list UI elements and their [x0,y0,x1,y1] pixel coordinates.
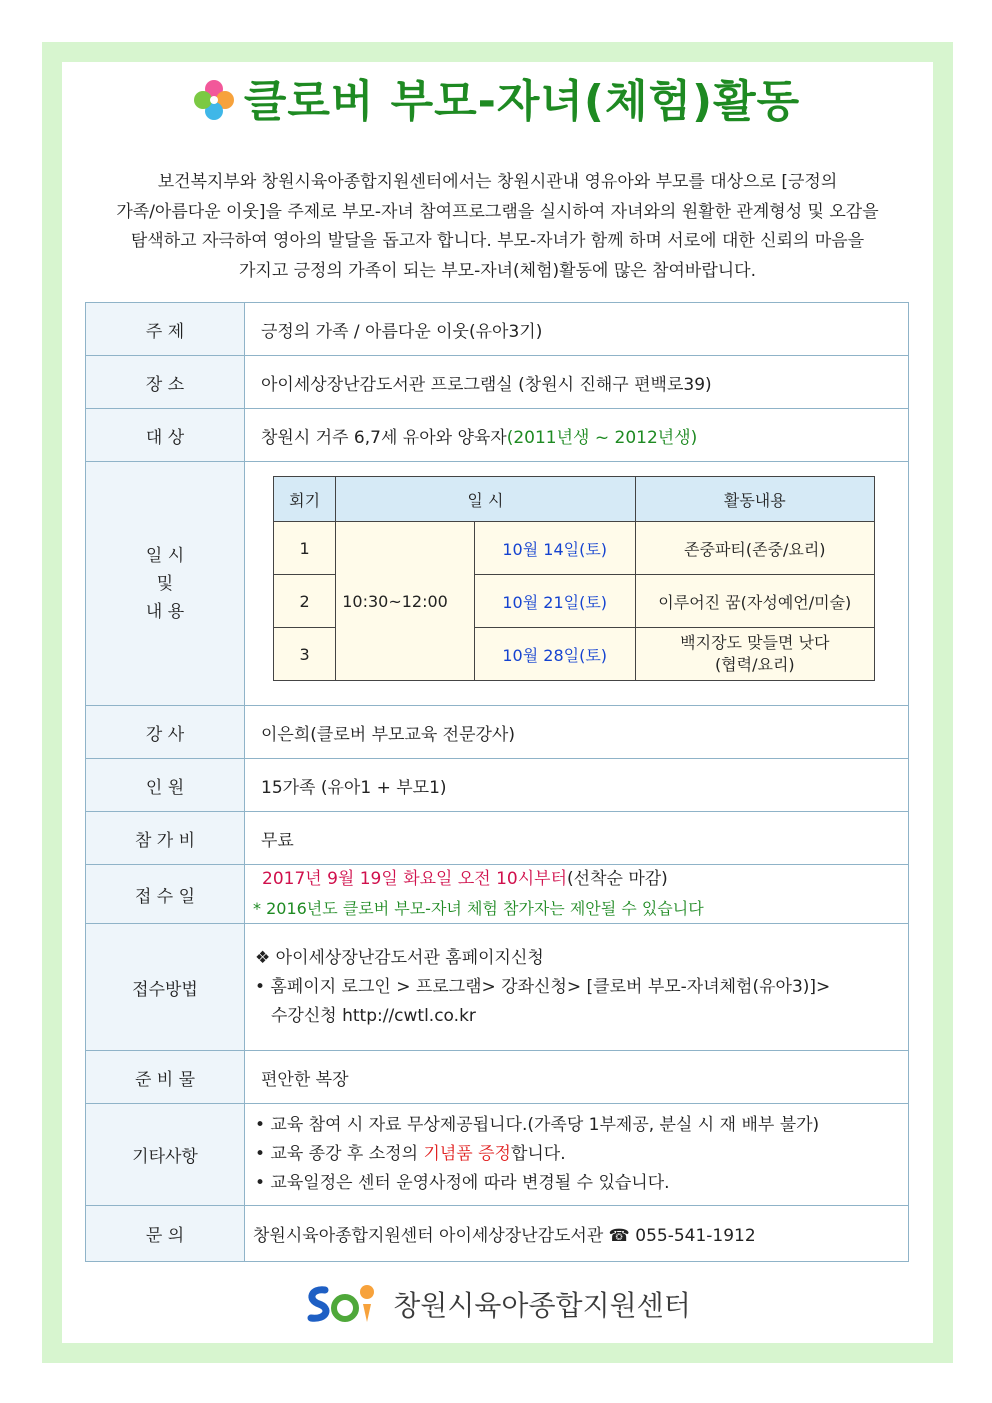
etc-line2-post: 합니다. [510,1144,566,1164]
session-date: 10월 21일(토) [474,575,635,628]
session-content-line2: (협력/요리) [714,655,795,674]
etc-line3: • 교육일정은 센터 운영사정에 따라 변경될 수 있습니다. [255,1173,670,1193]
label-schedule [86,462,245,706]
session-content-line1: 백지장도 맞들면 낫다 [680,633,830,652]
row-topic [86,303,909,356]
session-no: 1 [274,522,336,575]
intro-line-3: 탐색하고 자극하여 영아의 발달을 돕고자 합니다. 부모-자녀가 함께 하며 서로에 대한 신뢰의 마음을 [130,231,865,251]
row-reg-method [86,924,909,1051]
row-prep [86,1051,909,1104]
reg-method-line2: • 홈페이지 로그인 > 프로그램> 강좌신청> [클로버 부모-자녀체험(유아3)]> [255,976,831,997]
session-content: 이루어진 꿈(자성예언/미술) [635,575,874,628]
clover-icon [192,78,236,122]
header-content: 활동내용 [635,477,874,522]
label-etc: 기타사항 [86,1104,245,1206]
footer [0,1280,992,1328]
label-topic: 주 제 [86,303,245,356]
session-date: 10월 14일(토) [474,522,635,575]
label-instructor: 강 사 [86,706,245,759]
label-prep: 준 비 물 [86,1051,245,1104]
etc-line2-pre: • 교육 종강 후 소정의 [255,1144,424,1164]
etc-line2-highlight: 기념품 증정 [423,1144,511,1164]
reg-date-note: * 2016년도 클로버 부모-자녀 체험 참가자는 제안될 수 있습니다 [253,899,704,918]
footer-org-name: 창원시육아종합지원센터 [393,1289,691,1322]
session-content: 존중파티(존중/요리) [635,522,874,575]
row-inquiry [86,1206,909,1262]
value-reg-date [245,865,909,924]
label-reg-date: 접 수 일 [86,865,245,924]
etc-line2 [255,1140,908,1169]
info-table [85,302,909,1262]
value-instructor: 이은희(클로버 부모교육 전문강사) [245,706,909,759]
label-reg-method: 접수방법 [86,924,245,1051]
row-instructor [86,706,909,759]
value-fee: 무료 [245,812,909,865]
label-capacity: 인 원 [86,759,245,812]
label-schedule-line3: 내 용 [145,601,185,622]
header-session: 회기 [274,477,336,522]
value-etc [245,1104,909,1206]
reg-method-line1: ❖ 아이세상장난감도서관 홈페이지신청 [255,947,544,968]
header-datetime: 일 시 [336,477,635,522]
row-reg-date [86,865,909,924]
center-logo-icon [301,1280,385,1328]
reg-date-start: 2017년 9월 19일 화요일 오전 10시부터 [262,869,568,889]
row-etc [86,1104,909,1206]
etc-line1: • 교육 참여 시 자료 무상제공됩니다.(가족당 1부제공, 분실 시 재 배부 불가) [255,1115,820,1135]
value-capacity: 15가족 (유아1 + 부모1) [245,759,909,812]
value-target [245,409,909,462]
value-topic: 긍정의 가족 / 아름다운 이웃(유아3기) [245,303,909,356]
label-fee: 참 가 비 [86,812,245,865]
intro-line-2: 가족/아름다운 이웃]을 주제로 부모-자녀 참여프로그램을 실시하여 자녀와의 원활한 관계형성 및 오감을 [116,201,879,222]
session-no: 2 [274,575,336,628]
row-capacity [86,759,909,812]
schedule-row-1 [274,522,875,575]
schedule-table [273,476,875,681]
label-inquiry: 문 의 [86,1206,245,1262]
reg-date-rest: (선착순 마감) [567,869,668,889]
value-place: 아이세상장난감도서관 프로그램실 (창원시 진해구 편백로39) [245,356,909,409]
target-birth-years: (2011년생 ~ 2012년생) [506,427,698,448]
label-place: 장 소 [86,356,245,409]
schedule-header [274,477,875,522]
row-place [86,356,909,409]
label-schedule-line2: 및 [156,573,174,594]
session-content [635,628,874,681]
intro-line-1: 보건복지부와 창원시육아종합지원센터에서는 창원시관내 영유아와 부모를 대상으로 [긍정의 [157,172,838,192]
row-fee [86,812,909,865]
value-inquiry: 창원시육아종합지원센터 아이세상장난감도서관 ☎ 055-541-1912 [245,1206,909,1262]
row-schedule [86,462,909,706]
intro-line-4: 가지고 긍정의 가족이 되는 부모-자녀(체험)활동에 많은 참여바랍니다. [238,260,757,281]
label-schedule-line1: 일 시 [145,545,185,566]
page-title [0,70,992,134]
session-no: 3 [274,628,336,681]
intro-text [62,168,933,286]
session-date: 10월 28일(토) [474,628,635,681]
label-target: 대 상 [86,409,245,462]
row-target [86,409,909,462]
reg-method-line3: 수강신청 http://cwtl.co.kr [271,1005,476,1026]
target-text: 창원시 거주 6,7세 유아와 양육자 [261,427,507,448]
value-reg-method [245,924,909,1051]
title-text: 클로버 부모-자녀(체험)활동 [243,76,801,127]
session-time: 10:30~12:00 [336,522,475,681]
value-schedule [245,462,909,706]
value-prep: 편안한 복장 [245,1051,909,1104]
